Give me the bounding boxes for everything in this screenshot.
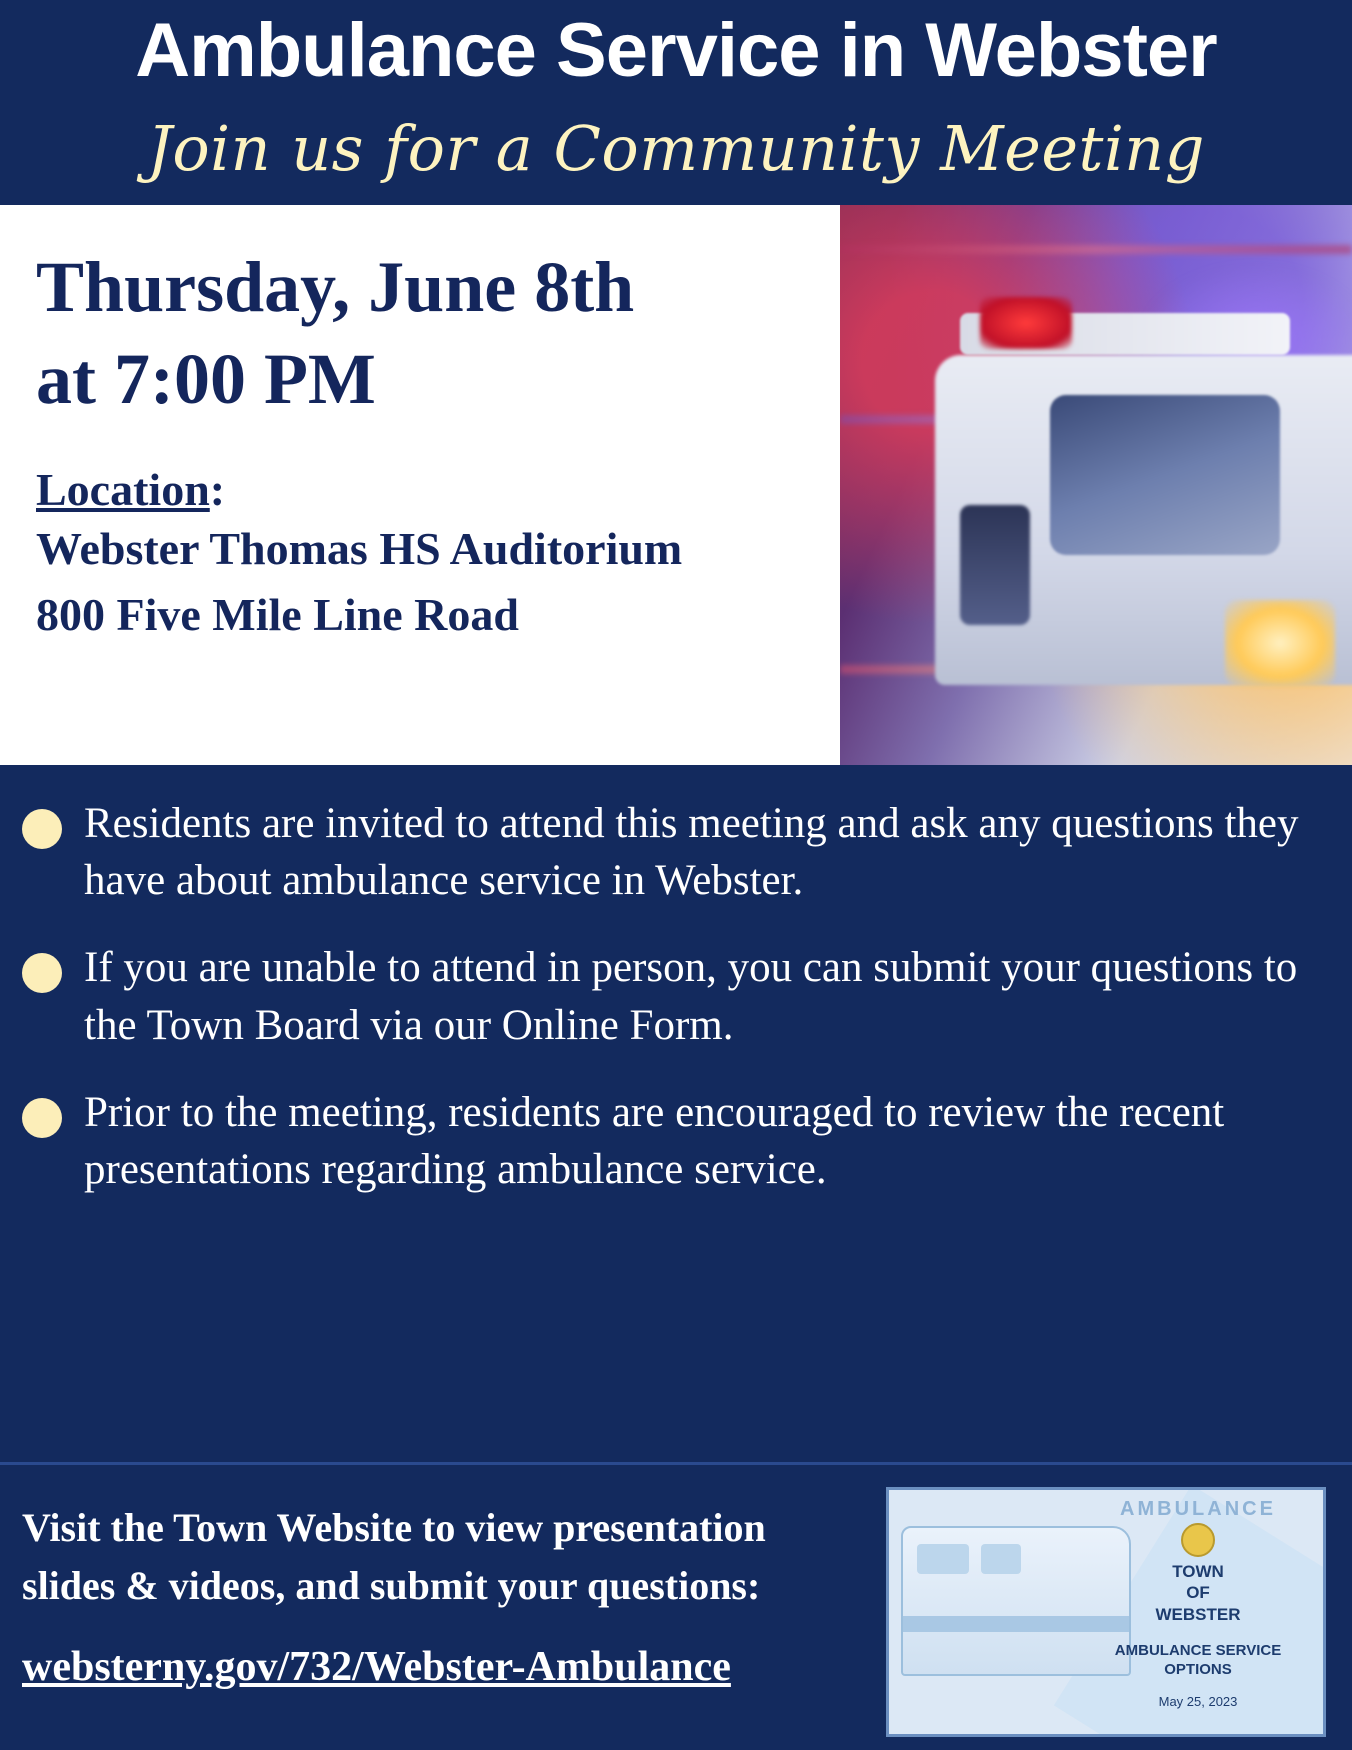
location-address: 800 Five Mile Line Road	[36, 588, 519, 640]
thumbnail-town-line2: OF	[1186, 1583, 1210, 1603]
bullet-dot-icon	[22, 953, 62, 993]
event-time: at 7:00 PM	[36, 339, 376, 420]
town-seal-icon	[1181, 1523, 1215, 1557]
page-subtitle: Join us for a Community Meeting	[147, 111, 1205, 185]
thumbnail-town-line1: TOWN	[1172, 1562, 1224, 1581]
list-item	[22, 795, 1312, 909]
page-title: Ambulance Service in Webster	[135, 8, 1217, 93]
thumbnail-window	[917, 1544, 969, 1574]
bullet-text: If you are unable to attend in person, you can submit your questions to the Town Board via our Online Form.	[84, 944, 1298, 1049]
list-item	[22, 939, 1312, 1053]
photo-tail-light	[1225, 600, 1335, 686]
event-details	[0, 205, 840, 765]
location-colon: :	[209, 464, 226, 516]
thumbnail-town-line3: WEBSTER	[1155, 1604, 1241, 1624]
bullet-dot-icon	[22, 1098, 62, 1138]
ambulance-photo	[840, 205, 1352, 765]
thumbnail-banner: AMBULANCE	[1120, 1498, 1276, 1520]
location-venue: Webster Thomas HS Auditorium	[36, 523, 683, 575]
footer-content	[0, 1465, 886, 1750]
list-item	[22, 1084, 1312, 1198]
presentation-thumbnail[interactable]	[886, 1487, 1326, 1737]
thumbnail-text-block	[1083, 1498, 1313, 1709]
photo-ambulance-cab	[1050, 395, 1280, 555]
bullet-list	[0, 765, 1352, 1238]
bullet-text: Prior to the meeting, residents are encouraged to review the recent presentations regarding ambulance service.	[84, 1088, 1225, 1193]
footer-text-line2: slides & videos, and submit your questions:	[22, 1563, 761, 1608]
location-label-text: Location	[36, 464, 210, 516]
thumbnail-window	[981, 1544, 1021, 1574]
footer-text-line1: Visit the Town Website to view presentation	[22, 1505, 766, 1550]
town-website-link[interactable]: websterny.gov/732/Webster-Ambulance	[22, 1644, 731, 1690]
info-band	[0, 205, 1352, 765]
photo-side-mirror	[960, 505, 1030, 625]
photo-streak	[840, 245, 1352, 254]
photo-red-light	[980, 297, 1072, 349]
location-label	[36, 463, 840, 516]
poster-header	[0, 0, 1352, 205]
event-date: Thursday, June 8th	[36, 247, 635, 328]
thumbnail-subject-line2: OPTIONS	[1164, 1661, 1232, 1679]
thumbnail-date: May 25, 2023	[1158, 1693, 1238, 1709]
poster-footer	[0, 1462, 1352, 1750]
thumbnail-subject-line1: AMBULANCE SERVICE	[1114, 1641, 1282, 1659]
bullet-dot-icon	[22, 809, 62, 849]
bullet-text: Residents are invited to attend this meeting and ask any questions they have about ambulance service in Webster.	[84, 800, 1299, 905]
